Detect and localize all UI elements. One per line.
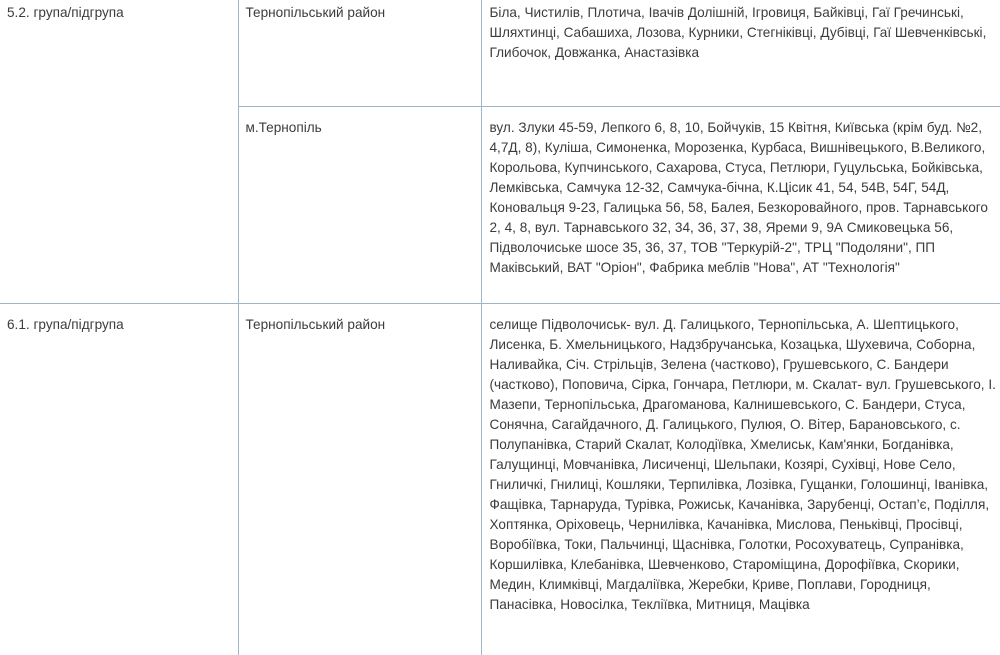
- settlements-cell: селище Підволочиськ- вул. Д. Галицького, Тернопільська, А. Шептицького, Лисенка, Б. Хмельницького, Надзбручанська, Козацька, Шухевича, Соборна, Наливайка, Січ. Стрільців, Зелена (частково), Грушевського, С. Бандери (частково), Поповича, Сірка, Гончара, Петлюри, м. Скалат- вул. Грушевського, І. Мазепи, Тернопільська, Драгоманова, Калнишевського, С. Бандери, Стуса, Сонячна, Сагайдачного, Д. Галицького, Пулюя, О. Вітер, Барановського, с. Полупанівка, Старий Скалат, Колодіївка, Хмелиськ, Кам'янки, Богданівка, Галущинці, Мовчанівка, Лисиченці, Шельпаки, Козярі, Сухівці, Нове Село, Гниличкі, Гнилиці, Кошляки, Терпилівка, Лозівка, Гущанки, Голошинці, Іванівка, Фащівка, Тарнаруда, Турівка, Рожиськ, Качанівка, Зарубенці, Остап’є, Поділля, Хоптянка, Оріховець, Чернилівка, Качанівка, Мислова, Пеньківці, Просівці, Воробіївка, Токи, Пальчинці, Щаснівка, Голотки, Росохуватець, Супранівка, Коршилівка, Клебанівка, Шевченково, Староміщина, Дорофіївка, Скорики, Медин, Климківці, Магдаліївка, Жеребки, Криве, Поплави, Городниця, Панасівка, Новосілка, Текліївка, Митниця, Мацівка: [481, 304, 1000, 655]
- group-cell: [0, 107, 238, 304]
- district-cell: Тернопільський район: [238, 0, 481, 107]
- table-row: [0, 0, 1000, 107]
- table-row: [0, 304, 1000, 655]
- group-cell: 6.1. група/підгрупа: [0, 304, 238, 655]
- settlements-cell: Біла, Чистилів, Плотича, Івачів Долішній, Ігровиця, Байківці, Гаї Гречинські, Шляхтинці, Сабашиха, Лозова, Курники, Стегніківці, Дубівці, Гаї Шевченківські, Глибочок, Довжанка, Анастазівка: [481, 0, 1000, 107]
- district-cell: Тернопільський район: [238, 304, 481, 655]
- settlements-cell: вул. Злуки 45-59, Лепкого 6, 8, 10, Бойчуків, 15 Квітня, Київська (крім буд. №2, 4,7Д, 8), Куліша, Симоненка, Морозенка, Курбаса, Вишнівецького, В.Великого, Корольова, Купчинського, Сахарова, Стуса, Петлюри, Гуцульська, Бойківська, Лемківська, Самчука 12-32, Самчука-бічна, К.Цісик 41, 54, 54В, 54Г, 54Д, Коновальця 9-23, Галицька 56, 58, Балея, Безкоровайного, пров. Тарнавського 2, 4, 8, вул. Тарнавського 32, 34, 36, 37, 38, Яреми 9, 9А Смиковецька 56, Підволочиське шосе 35, 36, 37, ТОВ "Теркурій-2", ТРЦ "Подоляни", ПП Маківський, ВАТ "Оріон", Фабрика меблів "Нова", АТ "Технологія": [481, 107, 1000, 304]
- group-cell: 5.2. група/підгрупа: [0, 0, 238, 107]
- district-cell: м.Тернопіль: [238, 107, 481, 304]
- table-row: [0, 107, 1000, 304]
